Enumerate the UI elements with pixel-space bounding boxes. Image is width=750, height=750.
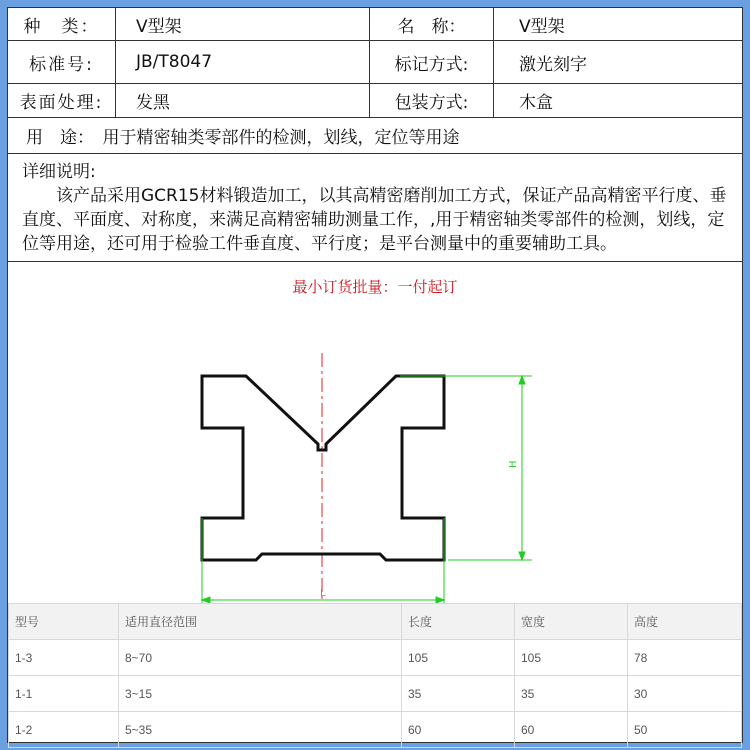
standard-value: JB/T8047 [116,41,370,83]
cell-model: 1-3 [9,640,119,676]
name-value: V型架 [519,16,565,37]
cell-diameter-range: 8~70 [119,640,402,676]
cell-height: 50 [628,712,742,748]
cell-model: 1-1 [9,676,119,712]
product-sheet [7,7,743,743]
header-length: 长度 [402,604,515,640]
usage-text: 用 途： 用于精密轴类零部件的检测，划线，定位等用途 [26,128,460,148]
marking-label: 标记方式: [370,41,494,83]
size-table [8,603,742,748]
surface-value: 发黑 [116,84,370,117]
cell-length: 60 [402,712,515,748]
length-label: L [320,588,326,599]
cell-height: 78 [628,640,742,676]
cell-height: 30 [628,676,742,712]
cell-diameter-range: 5~35 [119,712,402,748]
header-diameter-range: 适用直径范围 [119,604,402,640]
name-label: 名 称： [370,8,494,40]
header-width: 宽度 [515,604,628,640]
min-order-text: 最小订货批量：一付起订 [292,278,458,296]
table-row [9,676,742,712]
standard-label: 标准号: [8,41,116,83]
v-block-drawing [8,338,742,608]
kind-value: V型架 [116,8,370,40]
header-height: 高度 [628,604,742,640]
cell-length: 35 [402,676,515,712]
cell-model: 1-2 [9,712,119,748]
cell-width: 60 [515,712,628,748]
size-table-header [9,604,742,640]
spec-table [8,8,742,262]
header-model: 型号 [9,604,119,640]
packing-value: 木盒 [519,93,553,113]
description-body: 该产品采用GCR15材料锻造加工，以其高精密磨削加工方式，保证产品高精密平行度、垂直度、平面度、对称度，来满足高精密辅助测量工作，,用于精密轴类零部件的检测，划线，定位等用途，还可用于检验工件垂直度、平行度；是平台测量中的重要辅助工具。 [22,186,727,254]
description-title: 详细说明: [22,162,96,182]
spec-row-kind [8,8,742,41]
cell-diameter-range: 3~15 [119,676,402,712]
cell-length: 105 [402,640,515,676]
spec-row-standard [8,41,742,84]
surface-label: 表面处理: [8,84,116,117]
table-row [9,712,742,748]
marking-value: 激光刻字 [519,54,587,75]
spec-row-usage [8,118,742,154]
v-block-outline [202,376,444,560]
cell-width: 105 [515,640,628,676]
description [8,154,742,262]
cell-width: 35 [515,676,628,712]
table-row [9,640,742,676]
kind-label: 种 类： [8,8,116,40]
packing-label: 包装方式: [370,84,494,117]
spec-row-surface [8,84,742,118]
height-label: H [508,460,519,468]
